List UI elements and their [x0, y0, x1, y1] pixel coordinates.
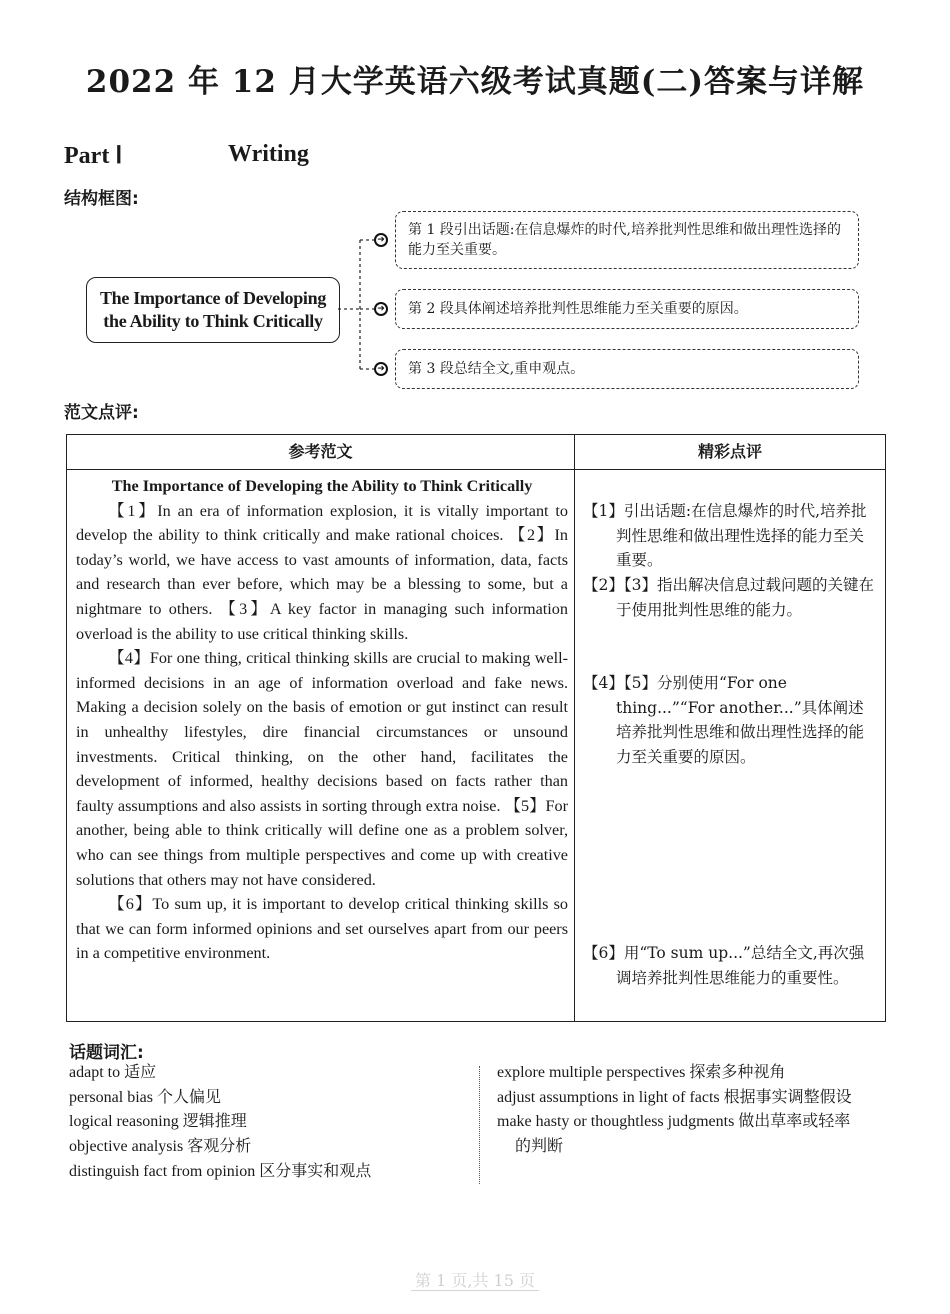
- framework-center-box: [86, 277, 340, 343]
- page-title: 2022 年 12 月大学英语六级考试真题(二)答案与详解: [85, 64, 865, 100]
- comment-item: 【1】引出话题:在信息爆炸的时代,培养批判性思维和做出理性选择的能力至关重要。: [583, 502, 867, 570]
- framework-center-line: The Importance of Developing: [99, 288, 327, 308]
- arrow-circle-icon: ➜: [374, 233, 388, 247]
- vocab-list-left: [69, 1061, 371, 1185]
- essay-paragraph: 【6】To sum up, it is important to develop critical thinking skills so that we can form informed opinions and set ourselves apart from our peers in a competitive environment.: [76, 895, 568, 963]
- vocab-item: adjust assumptions in light of facts 根据事实调整假设: [497, 1088, 852, 1106]
- vocab-item: distinguish fact from opinion 区分事实和观点: [69, 1162, 372, 1180]
- column-header-comment: 精彩点评: [697, 442, 762, 461]
- vocab-item: 的判断: [515, 1138, 564, 1156]
- header-divider: [67, 469, 885, 470]
- framework-center-line: the Ability to Think Critically: [103, 311, 323, 331]
- vocab-heading: 话题词汇:: [69, 1043, 144, 1063]
- framework-branch-1: 第 1 段引出话题:在信息爆炸的时代,培养批判性思维和做出理性选择的能力至关重要。: [395, 211, 859, 269]
- essay-title: The Importance of Developing the Ability to Think Critically: [111, 477, 533, 495]
- review-heading: 范文点评:: [64, 403, 139, 423]
- part-name: Writing: [228, 141, 309, 167]
- vocab-item: make hasty or thoughtless judgments 做出草率或轻率: [497, 1113, 851, 1131]
- page-number: 第 1 页,共 15 页: [411, 1271, 539, 1291]
- arrow-circle-icon: ➜: [374, 302, 388, 316]
- part-label: Part Ⅰ: [64, 143, 123, 169]
- vocab-item: explore multiple perspectives 探索多种视角: [497, 1064, 786, 1081]
- vocab-divider: [479, 1066, 480, 1184]
- vocab-item: personal bias 个人偏见: [69, 1088, 221, 1106]
- framework-branch-3: 第 3 段总结全文,重申观点。: [395, 349, 859, 389]
- review-table: [66, 434, 886, 1022]
- framework-connectors: [338, 220, 398, 380]
- vocab-list-right: [497, 1061, 852, 1160]
- page-footer: [0, 1268, 950, 1291]
- arrow-circle-icon: ➜: [374, 362, 388, 376]
- vocab-item: adapt to 适应: [69, 1064, 157, 1081]
- column-header-essay: 参考范文: [288, 442, 353, 461]
- sample-essay: [76, 474, 568, 966]
- comment-item: 【6】用“To sum up...”总结全文,再次强调培养批判性思维能力的重要性。: [583, 944, 865, 987]
- framework-heading: 结构框图:: [64, 189, 139, 209]
- column-divider: [574, 435, 575, 1021]
- vocab-item: objective analysis 客观分析: [69, 1138, 252, 1156]
- essay-paragraph: 【4】For one thing, critical thinking skills are crucial to making well-informed decisions in an age of information overload and fake news. Making a decision solely on the basis of emotion or gut instinct can result in unhealthy lifestyles, dire financial circumstances or unsound investments. Critical thinking, on the other hand, facilitates the development of informed, healthy decisions based on facts rather than faulty assumptions and also assists in sorting through extra noise. 【5】For another, being able to think critically will define one as a problem solver, who can see things from multiple perspectives and come up with creative solutions that others may not have considered.: [76, 649, 568, 889]
- framework-branch-2: 第 2 段具体阐述培养批判性思维能力至关重要的原因。: [395, 289, 859, 329]
- comment-item: 【2】【3】指出解决信息过载问题的关键在于使用批判性思维的能力。: [583, 576, 874, 619]
- vocab-item: logical reasoning 逻辑推理: [69, 1113, 247, 1131]
- essay-paragraph: 【1】In an era of information explosion, it is vitally important to develop the ability to think critically and make rational choices. 【2】In today’s world, we have access to vast amounts of information, data, facts and research than ever before, which may be a blessing to some, but a nightmare to others. 【3】A key factor in managing such information overload is the ability to use critical thinking skills.: [76, 501, 568, 643]
- comment-item: 【4】【5】分别使用“For one thing...”“For another...”具体阐述培养批判性思维和做出理性选择的能力至关重要的原因。: [583, 674, 865, 766]
